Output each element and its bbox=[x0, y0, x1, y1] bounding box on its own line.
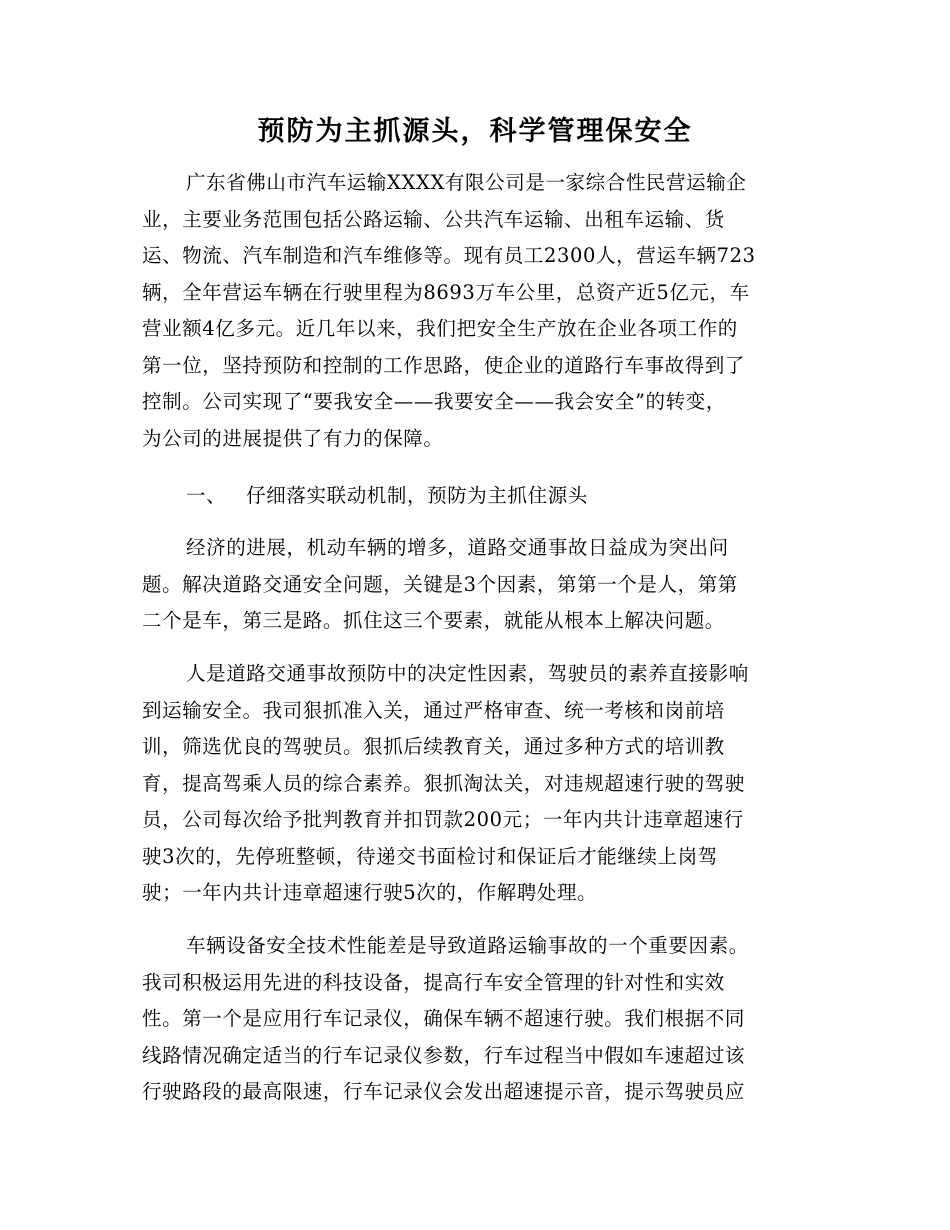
paragraph-line: 为公司的进展提供了有力的保障。 bbox=[142, 426, 444, 450]
paragraph-line: 我司积极运用先进的科技设备，提高行车安全管理的针对性和实效 bbox=[142, 970, 725, 994]
paragraph-line: 营业额4亿多元。近几年以来，我们把安全生产放在企业各项工作的 bbox=[142, 317, 738, 340]
section-number: 一、 bbox=[186, 484, 227, 507]
paragraph-line: 驶3次的，先停班整顿，待递交书面检讨和保证后才能继续上岗驾 bbox=[142, 844, 718, 868]
paragraph-line: 线路情况确定适当的行车记录仪参数，行车过程当中假如车速超过该 bbox=[142, 1043, 746, 1067]
paragraph-line: 到运输安全。我司狠抓准入关，通过严格审查、统一考核和岗前培 bbox=[142, 698, 725, 722]
paragraph-line: 二个是车，第三是路。抓住这三个要素，就能从根本上解决问题。 bbox=[142, 609, 725, 632]
paragraph-line: 控制。公司实现了“要我安全——我要安全——我会安全”的转变， bbox=[142, 390, 726, 413]
paragraph-line: 性。第一个是应用行车记录仪，确保车辆不超速行驶。我们根据不同 bbox=[142, 1007, 746, 1030]
paragraph-line: 业，主要业务范围包括公路运输、公共汽车运输、出租车运输、货 bbox=[142, 207, 725, 231]
section-heading-text: 仔细落实联动机制，预防为主抓住源头 bbox=[246, 484, 588, 507]
paragraph-intro bbox=[142, 165, 807, 457]
paragraph-line: 训，筛选优良的驾驶员。狠抓后续教育关，通过多种方式的培训教 bbox=[142, 735, 725, 758]
paragraph-line: 人是道路交通事故预防中的决定性因素，驾驶员的素养直接影响 bbox=[186, 662, 749, 685]
paragraph-vehicles bbox=[142, 928, 807, 1111]
paragraph-line: 第一位，坚持预防和控制的工作思路，使企业的道路行车事故得到了 bbox=[142, 353, 746, 377]
paragraph-line: 广东省佛山市汽车运输XXXX有限公司是一家综合性民营运输企 bbox=[186, 171, 747, 194]
section-heading bbox=[186, 478, 588, 514]
paragraph-line: 员，公司每次给予批判教育并扣罚款200元；一年内共计违章超速行 bbox=[142, 808, 744, 831]
paragraph-line: 题。解决道路交通安全问题，关键是3个因素，第第一个是人，第第 bbox=[142, 572, 738, 596]
paragraph-line: 驶；一年内共计违章超速行驶5次的，作解聘处理。 bbox=[142, 881, 598, 904]
paragraph-line: 育，提高驾乘人员的综合素养。狠抓淘汰关，对违规超速行驶的驾驶 bbox=[142, 771, 746, 795]
document-title: 预防为主抓源头，科学管理保安全 bbox=[257, 116, 693, 147]
paragraph-drivers bbox=[142, 656, 807, 912]
paragraph-line: 车辆设备安全技术性能差是导致道路运输事故的一个重要因素。 bbox=[186, 934, 749, 957]
paragraph-line: 行驶路段的最高限速，行车记录仪会发出超速提示音，提示驾驶员应 bbox=[142, 1080, 746, 1103]
paragraph-line: 经济的进展，机动车辆的增多，道路交通事故日益成为突出问 bbox=[186, 536, 729, 559]
paragraph-factors bbox=[142, 530, 807, 640]
paragraph-line: 辆，全年营运车辆在行驶里程为8693万车公里，总资产近5亿元，车 bbox=[142, 280, 750, 304]
paragraph-line: 运、物流、汽车制造和汽车维修等。现有员工2300人，营运车辆723 bbox=[142, 244, 756, 267]
